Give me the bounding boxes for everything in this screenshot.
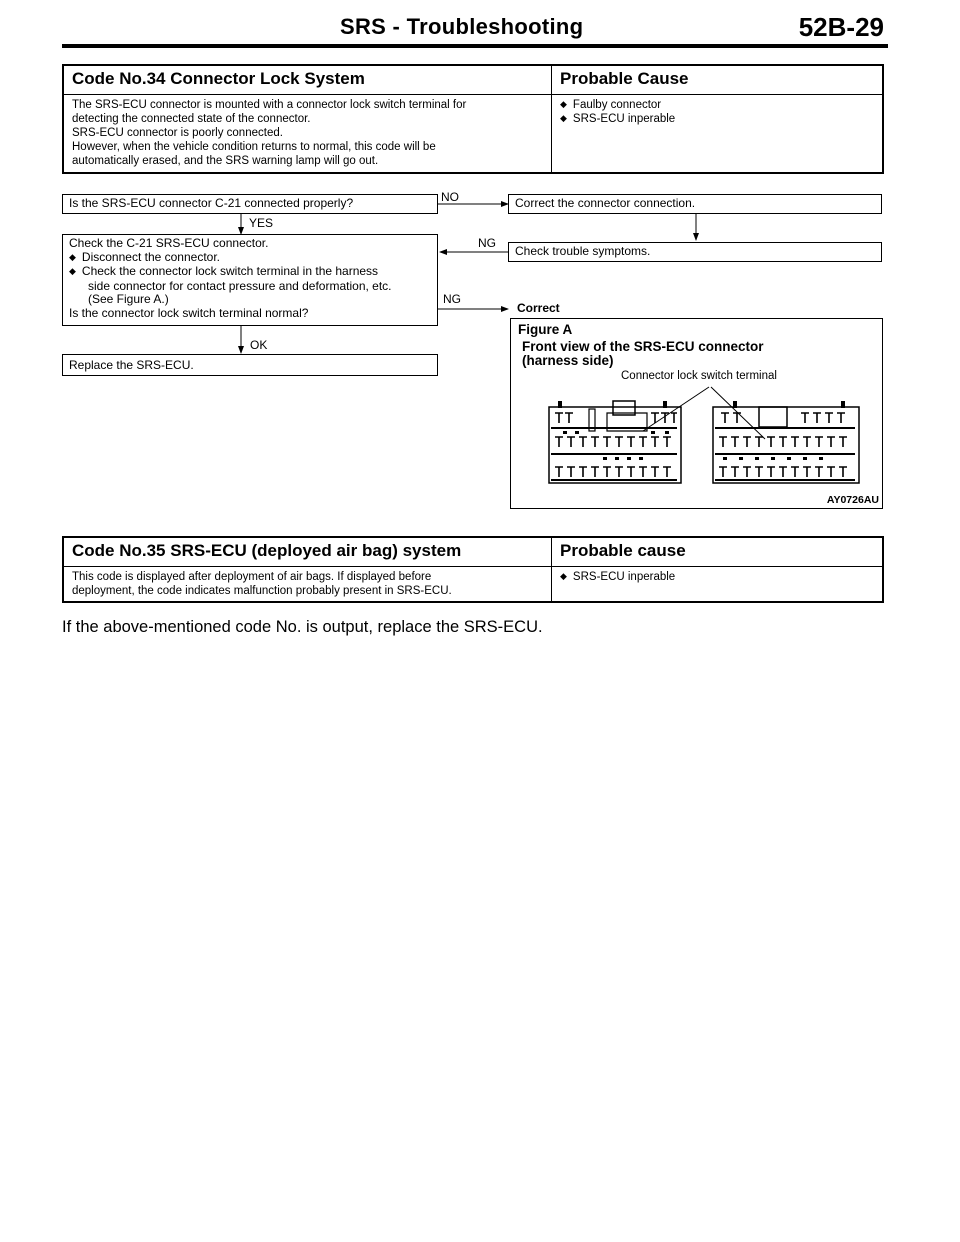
code35-description bbox=[64, 567, 552, 601]
ok-label: OK bbox=[250, 338, 268, 352]
code34-desc-line: The SRS-ECU connector is mounted with a connector lock switch terminal for bbox=[72, 99, 467, 111]
cause-item: ◆ SRS-ECU inperable bbox=[560, 570, 874, 584]
yes-label: YES bbox=[249, 216, 274, 230]
ng-label-bottom: NG bbox=[443, 292, 461, 306]
no-label: NO bbox=[441, 190, 459, 204]
page-title: SRS - Troubleshooting bbox=[340, 14, 584, 39]
check-item-cont: side connector for contact pressure and deformation, etc. bbox=[88, 278, 392, 293]
check-item: ◆ Disconnect the connector. bbox=[69, 251, 431, 266]
action-correct-connection: Correct the connector connection. bbox=[508, 194, 882, 214]
check-question: Is the connector lock switch terminal normal? bbox=[69, 305, 309, 320]
cause-item: ◆ Faulby connector bbox=[560, 98, 874, 112]
check-item-cont: (See Figure A.) bbox=[88, 292, 169, 306]
action-replace-ecu: Replace the SRS-ECU. bbox=[62, 354, 438, 376]
page-number: 52B-29 bbox=[798, 12, 884, 42]
code35-table bbox=[62, 536, 884, 603]
ng-label-top: NG bbox=[478, 236, 496, 250]
correct-label: Correct bbox=[517, 301, 560, 315]
cause-item: ◆ SRS-ECU inperable bbox=[560, 112, 874, 126]
code34-desc-line: automatically erased, and the SRS warning lamp will go out. bbox=[72, 155, 379, 167]
code35-desc-line: This code is displayed after deployment of air bags. If displayed before bbox=[72, 571, 432, 583]
check-item: ◆ Check the connector lock switch terminal in the harness bbox=[69, 265, 431, 280]
figure-title: Figure A bbox=[518, 322, 573, 337]
code34-desc-line: However, when the vehicle condition returns to normal, this code will be bbox=[72, 141, 436, 153]
figure-subtitle: Front view of the SRS-ECU connector bbox=[522, 339, 764, 354]
figure-code: AY0726AU bbox=[826, 494, 879, 506]
check-title: Check the C-21 SRS-ECU connector. bbox=[69, 236, 269, 250]
action-check-symptoms: Check trouble symptoms. bbox=[508, 242, 882, 262]
connector-drawing bbox=[511, 319, 882, 508]
code35-cause-header: Probable cause bbox=[560, 541, 686, 560]
figure-callout: Connector lock switch terminal bbox=[621, 370, 777, 382]
code35-title: Code No.35 SRS-ECU (deployed air bag) system bbox=[64, 538, 552, 566]
code34-title: Code No.34 Connector Lock System bbox=[64, 66, 552, 94]
code35-causes bbox=[552, 567, 882, 601]
check-connector-box bbox=[62, 234, 438, 326]
figure-subtitle: (harness side) bbox=[522, 353, 614, 368]
code34-desc-line: detecting the connected state of the connector. bbox=[72, 113, 311, 125]
code34-cause-header: Probable Cause bbox=[560, 69, 689, 88]
instruction-text: If the above-mentioned code No. is output, replace the SRS-ECU. bbox=[62, 618, 543, 636]
code34-desc-line: SRS-ECU connector is poorly connected. bbox=[72, 127, 283, 139]
question-connector-connected: Is the SRS-ECU connector C-21 connected properly? bbox=[62, 194, 438, 214]
code35-desc-line: deployment, the code indicates malfunction probably present in SRS-ECU. bbox=[72, 585, 452, 597]
figure-a bbox=[510, 318, 883, 509]
